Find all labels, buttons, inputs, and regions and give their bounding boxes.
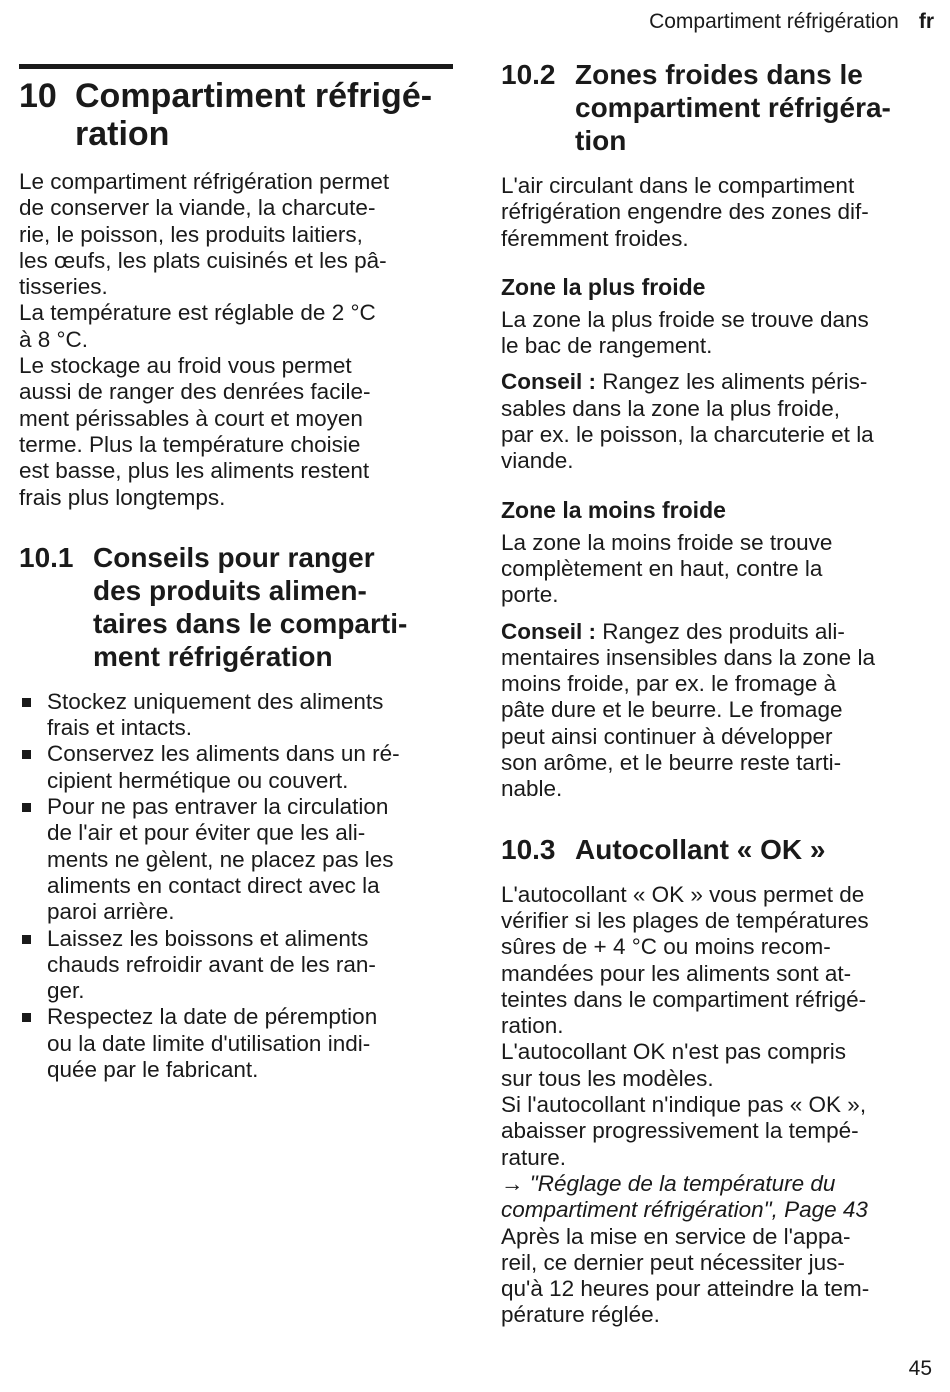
chapter-rule xyxy=(19,64,453,69)
bullet-square-icon xyxy=(22,1013,31,1022)
least-cold-zone-heading: Zone la moins froide xyxy=(501,496,726,523)
left-column xyxy=(19,64,453,1083)
language-code: fr xyxy=(918,10,934,33)
bullet-square-icon xyxy=(22,750,31,759)
arrow-right-icon: → xyxy=(501,1170,524,1196)
list-item: Pour ne pas entraver la circulation de l'air et pour éviter que les ali- ments ne gèlent, ne placez pas les aliments en contact direct avec la paroi arrière. xyxy=(19,794,453,925)
tip-label: Conseil : xyxy=(501,369,597,395)
bullet-square-icon xyxy=(22,935,31,944)
section-10-3-number: 10.3 xyxy=(501,833,556,865)
section-10-3-para-2: Après la mise en service de l'appa- reil, ce dernier peut nécessiter jus- qu'à 12 heures pour atteindre la tem- pérature réglée. xyxy=(501,1223,870,1328)
chapter-heading xyxy=(19,77,453,153)
section-10-3-heading xyxy=(501,833,937,866)
cross-reference[interactable] xyxy=(501,1171,937,1224)
cross-reference-text: "Réglage de la température du compartiment réfrigération", Page 43 xyxy=(501,1170,868,1223)
tip-text: Rangez des produits ali- mentaires insensibles dans la zone la moins froide, par ex. le fromage à pâte dure et le beurre. Le fromage peut ainsi continuer à développer son arôme, et le beurre reste tarti- nable. xyxy=(501,618,875,802)
page-number: 45 xyxy=(908,1357,932,1380)
list-item: Stockez uniquement des aliments frais et intacts. xyxy=(19,689,453,742)
storage-tips-list xyxy=(19,689,453,1083)
section-10-1-title: Conseils pour ranger des produits alimen- taires dans le comparti- ment réfrigération xyxy=(93,541,408,672)
coldest-zone-text: La zone la plus froide se trouve dans le bac de rangement. xyxy=(501,306,869,359)
least-cold-zone-text: La zone la moins froide se trouve complètement en haut, contre la porte. xyxy=(501,529,833,608)
bullet-square-icon xyxy=(22,698,31,707)
coldest-zone-tip xyxy=(501,369,937,474)
list-item: Conservez les aliments dans un ré- cipient hermétique ou couvert. xyxy=(19,741,453,794)
tip-label: Conseil : xyxy=(501,618,597,644)
bullet-square-icon xyxy=(22,803,31,812)
tip-text: Rangez les aliments péris- sables dans la zone la plus froide, par ex. le poisson, la charcuterie et la viande. xyxy=(501,369,874,474)
section-10-3-title: Autocollant « OK » xyxy=(575,833,826,865)
section-10-1-number: 10.1 xyxy=(19,541,74,573)
running-title: Compartiment réfrigération xyxy=(649,10,899,33)
section-10-2-number: 10.2 xyxy=(501,59,556,90)
chapter-intro: Le compartiment réfrigération permet de conserver la viande, la charcute- rie, le poisson, les produits laitiers, les œufs, les plats cuisinés et les pâ- tisseries. La température est réglable de 2 °C à 8 °C. Le stockage au froid vous permet aussi de ranger des denrées facile- ment périssables à court et moyen terme. Plus la température choisie est basse, plus les aliments restent frais plus longtemps. xyxy=(19,169,390,510)
section-10-1-heading xyxy=(19,541,453,673)
least-cold-zone-tip xyxy=(501,619,937,803)
list-item: Laissez les boissons et aliments chauds refroidir avant de les ran- ger. xyxy=(19,926,453,1005)
section-10-2-heading xyxy=(501,58,937,157)
chapter-number: 10 xyxy=(19,77,57,115)
list-item: Respectez la date de péremption ou la date limite d'utilisation indi- quée par le fabricant. xyxy=(19,1004,453,1083)
right-column xyxy=(501,58,937,1329)
section-10-2-intro: L'air circulant dans le compartiment réfrigération engendre des zones dif- féremment froides. xyxy=(501,173,869,251)
chapter-title: Compartiment réfrigé- ration xyxy=(75,77,433,153)
section-10-3-para-1: L'autocollant « OK » vous permet de vérifier si les plages de températures sûres de + 4 °C ou moins recom- mandées pour les aliments sont at- teintes dans le compartiment réfrigé- ration. L'autocollant OK n'est pas compris sur tous les modèles. Si l'autocollant n'indique pas « OK », abaisser progressivement la tempé- rature. xyxy=(501,881,869,1170)
running-header xyxy=(649,8,934,36)
coldest-zone-heading: Zone la plus froide xyxy=(501,273,706,300)
section-10-2-title: Zones froides dans le compartiment réfrigéra- tion xyxy=(575,59,891,156)
